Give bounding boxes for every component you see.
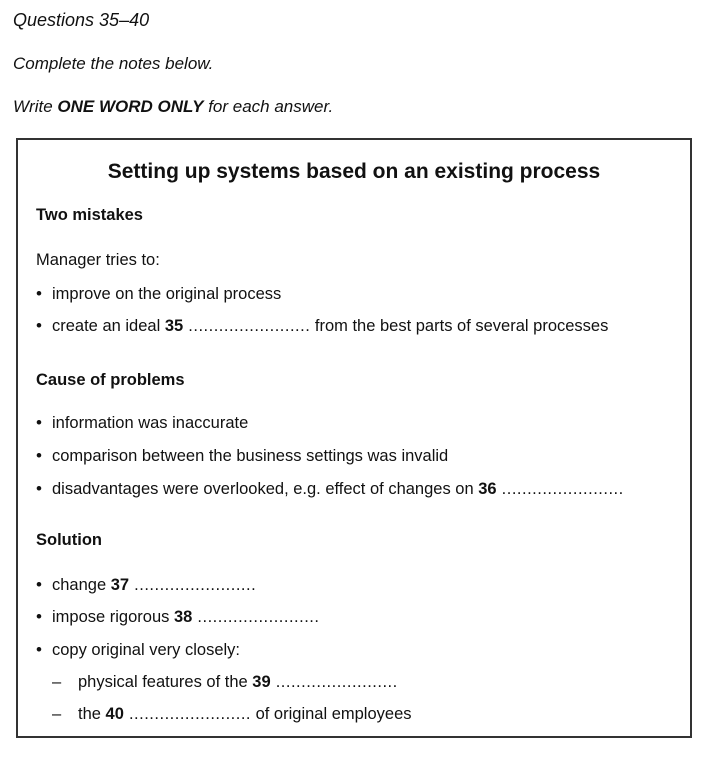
list-item: • comparison between the business settings was invalid — [36, 446, 448, 466]
item-text: of original employees — [251, 705, 412, 723]
question-number-35: 35 — [164, 317, 184, 335]
answer-blank-35[interactable]: ........................ — [183, 317, 311, 335]
notes-title: Setting up systems based on an existing process — [107, 160, 601, 183]
list-item: • information was inaccurate — [36, 413, 248, 433]
question-number-38: 38 — [173, 608, 193, 626]
item-text: the — [78, 705, 106, 723]
item-text: disadvantages were overlooked, e.g. effect of changes on — [52, 480, 479, 498]
manager-tries-to: Manager tries to: — [36, 251, 160, 269]
list-item-q35 — [36, 316, 608, 336]
answer-blank-38[interactable]: ........................ — [192, 608, 320, 626]
question-number-39: 39 — [252, 673, 271, 691]
answer-blank-37[interactable]: ........................ — [129, 576, 257, 594]
word-limit-emphasis: ONE WORD ONLY — [57, 97, 204, 116]
list-item-q36 — [36, 479, 624, 499]
item-text: from the best parts of several processes — [310, 317, 609, 335]
instruction-suffix: for each answer. — [203, 97, 334, 116]
answer-blank-39[interactable]: ........................ — [270, 673, 398, 691]
answer-blank-36[interactable]: ........................ — [496, 480, 624, 498]
sub-item-q40 — [52, 705, 412, 724]
item-text: physical features of the — [78, 673, 253, 691]
list-item-q38 — [36, 607, 319, 627]
question-number-37: 37 — [110, 576, 130, 594]
instruction-prefix: Write — [13, 97, 58, 116]
section-heading-cause-of-problems: Cause of problems — [36, 371, 185, 389]
questions-heading: Questions 35–40 — [13, 10, 150, 30]
question-number-36: 36 — [478, 480, 497, 498]
question-number-40: 40 — [105, 705, 124, 723]
sub-item-q39 — [52, 673, 398, 692]
section-heading-two-mistakes: Two mistakes — [36, 206, 143, 224]
item-text: change — [52, 576, 111, 594]
list-item-q37 — [36, 575, 256, 595]
list-item: • improve on the original process — [36, 284, 281, 304]
answer-blank-40[interactable]: ........................ — [123, 705, 251, 723]
notes-box — [16, 138, 692, 738]
section-heading-solution: Solution — [36, 531, 102, 549]
instruction-complete-notes: Complete the notes below. — [13, 54, 214, 73]
item-text: create an ideal — [52, 317, 165, 335]
instruction-word-limit — [13, 97, 333, 117]
item-text: impose rigorous — [52, 608, 174, 626]
list-item: • copy original very closely: — [36, 640, 240, 660]
